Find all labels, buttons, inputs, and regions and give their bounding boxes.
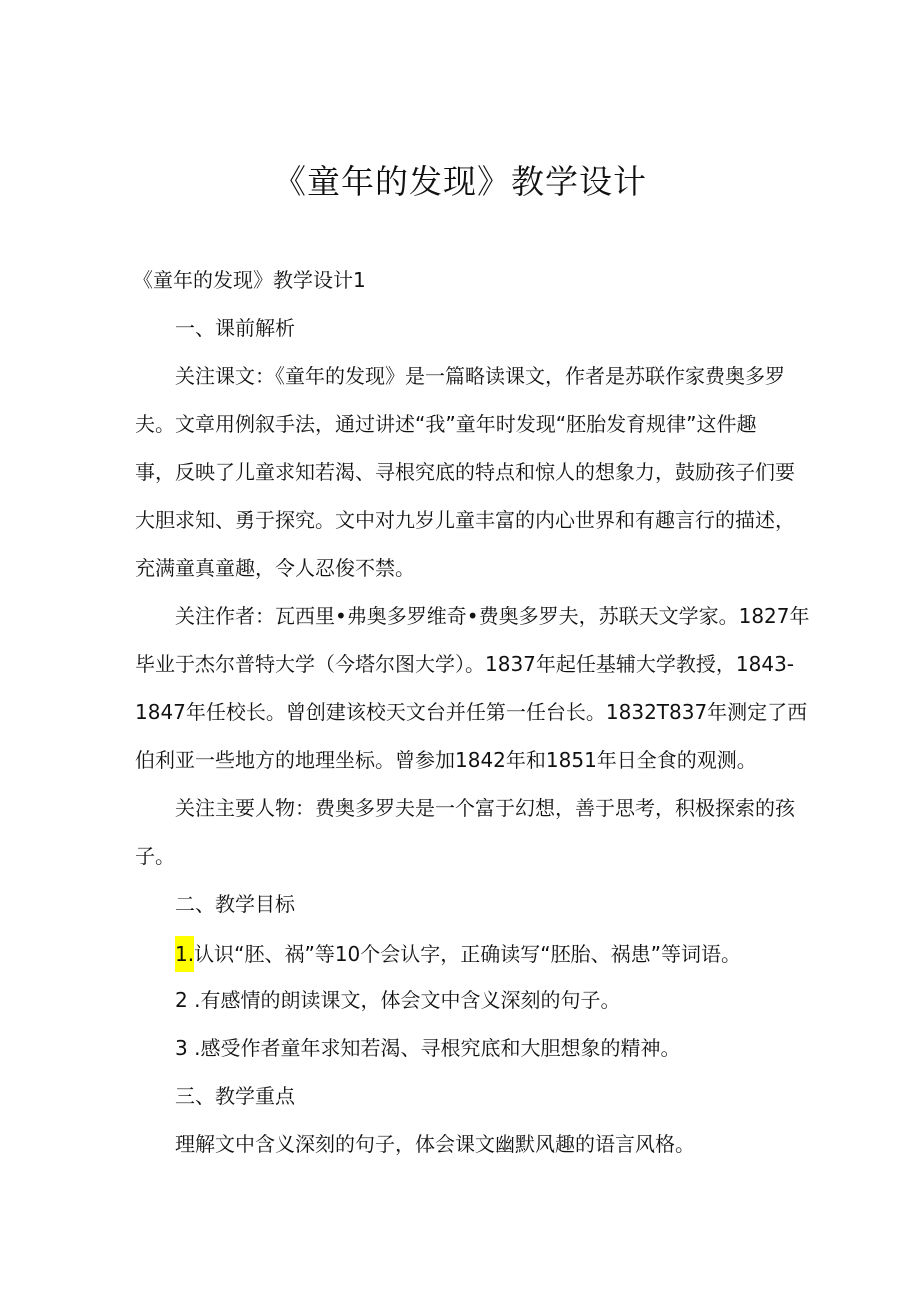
goal-item-3 <box>175 1034 680 1062</box>
paragraph-line: 关注课文：《童年的发现》是一篇略读课文，作者是苏联作家费奥多罗 <box>175 364 785 388</box>
paragraph-line: 大胆求知、勇于探究。文中对九岁儿童丰富的内心世界和有趣言行的描述， <box>135 508 795 532</box>
paragraph-line: 1847年任校长。曾创建该校天文台并任第一任台长。1832T837年测定了西 <box>135 700 808 724</box>
document-subtitle: 《童年的发现》教学设计1 <box>133 268 366 292</box>
document-title: 《童年的发现》教学设计 <box>273 162 647 201</box>
teaching-focus-text: 理解文中含义深刻的句子，体会课文幽默风趣的语言风格。 <box>175 1132 695 1156</box>
goal-marker: 2 <box>175 988 188 1012</box>
paragraph-line: 充满童真童趣，令人忍俊不禁。 <box>135 556 415 580</box>
paragraph-line: 关注主要人物：费奥多罗夫是一个富于幻想，善于思考，积极探索的孩 <box>175 796 795 820</box>
goal-item-1 <box>175 940 741 968</box>
paragraph-line: 事，反映了儿童求知若渴、寻根究底的特点和惊人的想象力，鼓励孩子们要 <box>135 460 795 484</box>
paragraph-line: 关注作者：瓦西里•弗奥多罗维奇•费奥多罗夫，苏联天文学家。1827年 <box>175 604 810 628</box>
goal-text: .有感情的朗读课文，体会文中含义深刻的句子。 <box>187 988 621 1012</box>
paragraph-line: 夫。文章用例叙手法，通过讲述“我”童年时发现“胚胎发育规律”这件趣 <box>135 412 757 436</box>
highlighted-marker: 1. <box>175 936 194 972</box>
paragraph-line: 子。 <box>135 844 175 868</box>
goal-item-2 <box>175 986 620 1014</box>
goal-text: 认识“胚、祸”等10个会认字，正确读写“胚胎、祸患”等词语。 <box>194 942 741 966</box>
section-heading-teaching-focus: 三、教学重点 <box>175 1084 295 1108</box>
paragraph-line: 伯利亚一些地方的地理坐标。曾参加1842年和1851年日全食的观测。 <box>135 748 757 772</box>
section-heading-teaching-goals: 二、教学目标 <box>175 892 295 916</box>
goal-marker: 3 <box>175 1036 188 1060</box>
paragraph-line: 毕业于杰尔普特大学（今塔尔图大学）。1837年起任基辅大学教授，1843- <box>135 652 795 676</box>
section-heading-prelesson-analysis: 一、课前解析 <box>175 316 295 340</box>
goal-text: .感受作者童年求知若渴、寻根究底和大胆想象的精神。 <box>187 1036 681 1060</box>
